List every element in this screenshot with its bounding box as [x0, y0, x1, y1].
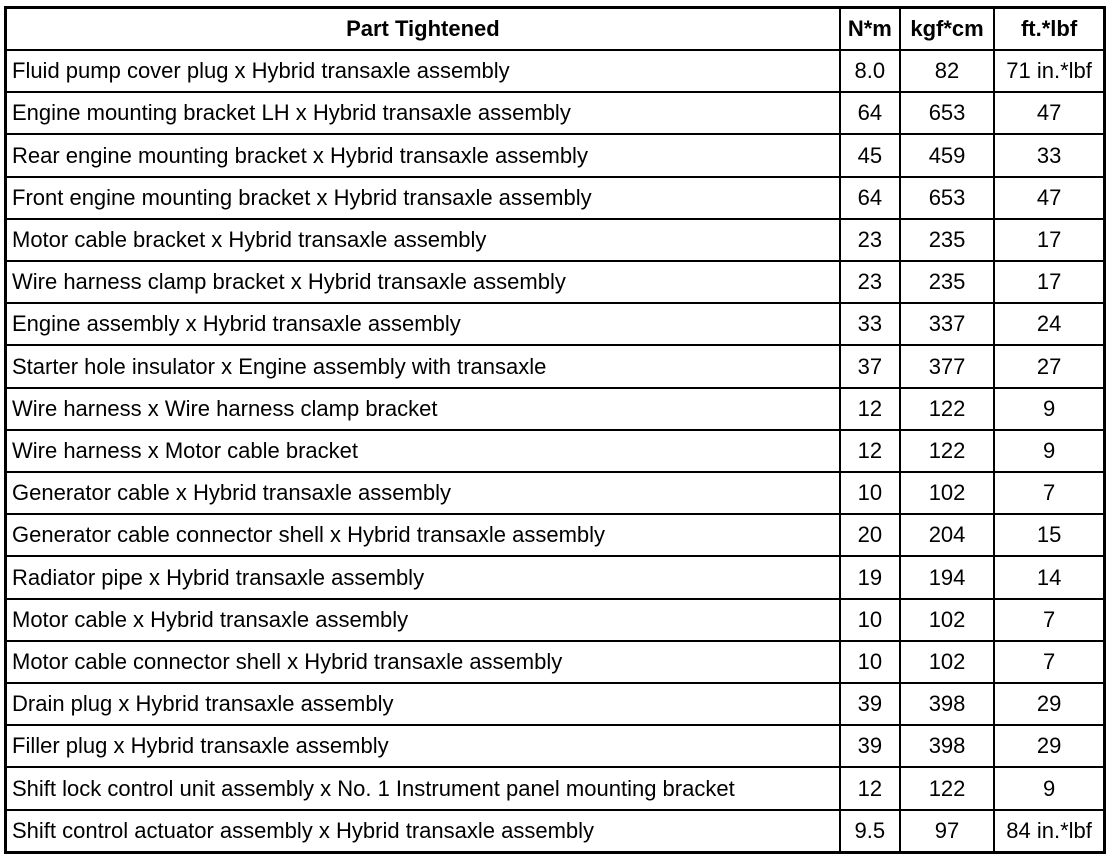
cell-newton-meters: 23: [840, 261, 900, 303]
cell-newton-meters: 64: [840, 177, 900, 219]
cell-part-tightened: Generator cable x Hybrid transaxle assembly: [6, 472, 840, 514]
cell-newton-meters: 33: [840, 303, 900, 345]
table-row: [6, 725, 1105, 767]
table-row: [6, 303, 1105, 345]
header-part-tightened: Part Tightened: [6, 8, 840, 51]
cell-ft-lbf: 29: [994, 683, 1104, 725]
cell-ft-lbf: 15: [994, 514, 1104, 556]
table-row: [6, 388, 1105, 430]
cell-kgf-cm: 337: [900, 303, 994, 345]
cell-part-tightened: Engine assembly x Hybrid transaxle assembly: [6, 303, 840, 345]
cell-newton-meters: 19: [840, 556, 900, 598]
header-kgf-cm: kgf*cm: [900, 8, 994, 51]
cell-part-tightened: Rear engine mounting bracket x Hybrid transaxle assembly: [6, 134, 840, 176]
cell-kgf-cm: 653: [900, 177, 994, 219]
cell-kgf-cm: 459: [900, 134, 994, 176]
cell-kgf-cm: 377: [900, 345, 994, 387]
cell-newton-meters: 12: [840, 767, 900, 809]
cell-part-tightened: Wire harness x Motor cable bracket: [6, 430, 840, 472]
cell-newton-meters: 12: [840, 430, 900, 472]
cell-part-tightened: Motor cable connector shell x Hybrid transaxle assembly: [6, 641, 840, 683]
cell-newton-meters: 23: [840, 219, 900, 261]
cell-part-tightened: Filler plug x Hybrid transaxle assembly: [6, 725, 840, 767]
cell-part-tightened: Front engine mounting bracket x Hybrid transaxle assembly: [6, 177, 840, 219]
cell-newton-meters: 10: [840, 599, 900, 641]
cell-kgf-cm: 102: [900, 472, 994, 514]
table-row: [6, 767, 1105, 809]
cell-newton-meters: 8.0: [840, 50, 900, 92]
table-row: [6, 472, 1105, 514]
torque-spec-table-container: [4, 6, 1106, 854]
cell-ft-lbf: 7: [994, 472, 1104, 514]
table-row: [6, 556, 1105, 598]
cell-part-tightened: Engine mounting bracket LH x Hybrid transaxle assembly: [6, 92, 840, 134]
table-row: [6, 219, 1105, 261]
table-row: [6, 134, 1105, 176]
cell-part-tightened: Motor cable x Hybrid transaxle assembly: [6, 599, 840, 641]
cell-ft-lbf: 47: [994, 177, 1104, 219]
cell-ft-lbf: 71 in.*lbf: [994, 50, 1104, 92]
cell-ft-lbf: 9: [994, 430, 1104, 472]
cell-newton-meters: 45: [840, 134, 900, 176]
cell-kgf-cm: 194: [900, 556, 994, 598]
table-row: [6, 810, 1105, 853]
cell-kgf-cm: 122: [900, 767, 994, 809]
table-header: [6, 8, 1105, 51]
cell-ft-lbf: 9: [994, 767, 1104, 809]
cell-part-tightened: Motor cable bracket x Hybrid transaxle assembly: [6, 219, 840, 261]
cell-newton-meters: 10: [840, 641, 900, 683]
cell-newton-meters: 39: [840, 725, 900, 767]
cell-part-tightened: Wire harness clamp bracket x Hybrid transaxle assembly: [6, 261, 840, 303]
table-row: [6, 50, 1105, 92]
table-row: [6, 599, 1105, 641]
cell-part-tightened: Wire harness x Wire harness clamp bracket: [6, 388, 840, 430]
cell-ft-lbf: 33: [994, 134, 1104, 176]
cell-kgf-cm: 235: [900, 219, 994, 261]
table-row: [6, 345, 1105, 387]
cell-kgf-cm: 398: [900, 725, 994, 767]
cell-kgf-cm: 204: [900, 514, 994, 556]
cell-ft-lbf: 9: [994, 388, 1104, 430]
table-row: [6, 430, 1105, 472]
table-row: [6, 641, 1105, 683]
cell-kgf-cm: 398: [900, 683, 994, 725]
cell-kgf-cm: 122: [900, 430, 994, 472]
cell-ft-lbf: 24: [994, 303, 1104, 345]
cell-kgf-cm: 102: [900, 599, 994, 641]
table-row: [6, 683, 1105, 725]
cell-newton-meters: 10: [840, 472, 900, 514]
cell-part-tightened: Fluid pump cover plug x Hybrid transaxle assembly: [6, 50, 840, 92]
cell-kgf-cm: 82: [900, 50, 994, 92]
torque-spec-table: [4, 6, 1106, 854]
cell-kgf-cm: 235: [900, 261, 994, 303]
table-row: [6, 514, 1105, 556]
cell-part-tightened: Shift lock control unit assembly x No. 1 Instrument panel mounting bracket: [6, 767, 840, 809]
cell-part-tightened: Drain plug x Hybrid transaxle assembly: [6, 683, 840, 725]
cell-ft-lbf: 27: [994, 345, 1104, 387]
cell-part-tightened: Starter hole insulator x Engine assembly with transaxle: [6, 345, 840, 387]
cell-ft-lbf: 17: [994, 261, 1104, 303]
table-row: [6, 92, 1105, 134]
cell-part-tightened: Generator cable connector shell x Hybrid transaxle assembly: [6, 514, 840, 556]
cell-ft-lbf: 29: [994, 725, 1104, 767]
cell-ft-lbf: 7: [994, 641, 1104, 683]
table-row: [6, 177, 1105, 219]
table-row: [6, 261, 1105, 303]
cell-ft-lbf: 17: [994, 219, 1104, 261]
cell-newton-meters: 20: [840, 514, 900, 556]
cell-newton-meters: 9.5: [840, 810, 900, 853]
cell-part-tightened: Shift control actuator assembly x Hybrid transaxle assembly: [6, 810, 840, 853]
table-body: [6, 50, 1105, 853]
cell-ft-lbf: 7: [994, 599, 1104, 641]
header-newton-meters: N*m: [840, 8, 900, 51]
cell-ft-lbf: 84 in.*lbf: [994, 810, 1104, 853]
cell-newton-meters: 39: [840, 683, 900, 725]
cell-ft-lbf: 14: [994, 556, 1104, 598]
cell-kgf-cm: 97: [900, 810, 994, 853]
cell-newton-meters: 37: [840, 345, 900, 387]
cell-kgf-cm: 102: [900, 641, 994, 683]
header-ft-lbf: ft.*lbf: [994, 8, 1104, 51]
cell-kgf-cm: 122: [900, 388, 994, 430]
cell-kgf-cm: 653: [900, 92, 994, 134]
header-row: [6, 8, 1105, 51]
cell-newton-meters: 12: [840, 388, 900, 430]
cell-ft-lbf: 47: [994, 92, 1104, 134]
cell-newton-meters: 64: [840, 92, 900, 134]
cell-part-tightened: Radiator pipe x Hybrid transaxle assembly: [6, 556, 840, 598]
